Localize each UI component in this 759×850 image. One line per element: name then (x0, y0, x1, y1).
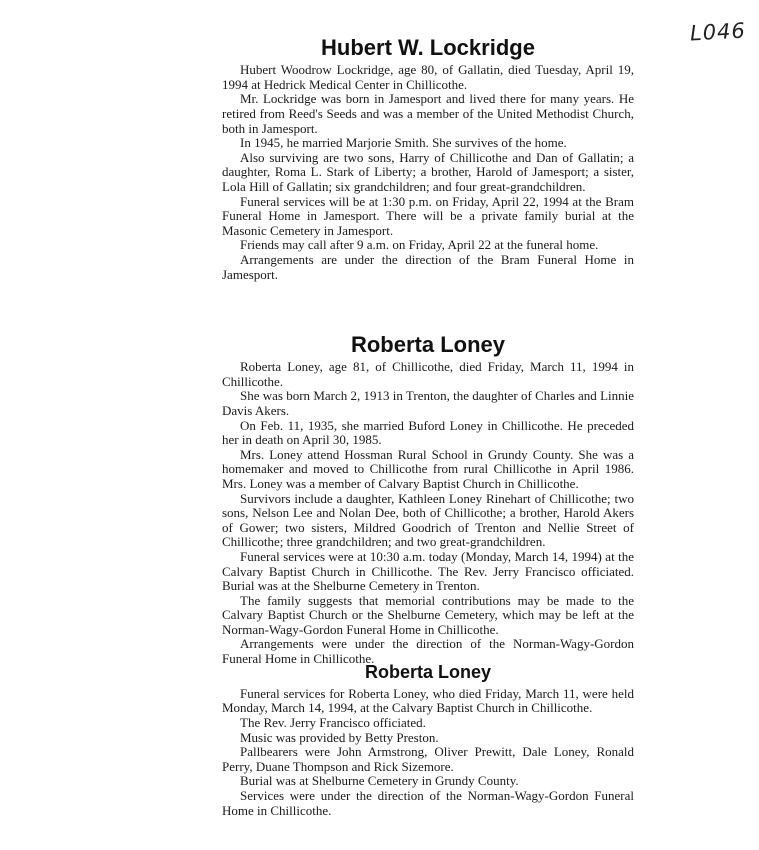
obituary-paragraph: Roberta Loney, age 81, of Chillicothe, died Friday, March 11, 1994 in Chillicothe. (222, 359, 634, 389)
obituary-paragraph: Services were under the direction of the Norman-Wagy-Gordon Funeral Home in Chillicothe. (222, 787, 634, 818)
obituary-paragraph: Funeral services for Roberta Loney, who died Friday, March 11, were held Monday, March 14, 1994, at the Calvary Baptist Church in Chillicothe. (222, 685, 634, 716)
obituary-paragraph: In 1945, he married Marjorie Smith. She survives of the home. (240, 135, 567, 151)
obituary-paragraph: Funeral services will be at 1:30 p.m. on Friday, April 22, 1994 at the Bram Funeral Home in Jamesport. There will be a private family burial at the Masonic Cemetery in Jamesport. (222, 193, 634, 238)
obituary-paragraph: The family suggests that memorial contributions may be made to the Calvary Baptist Church or the Shelburne Cemetery, which may be left at the Norman-Wagy-Gordon Funeral Home in Chillicothe. (222, 592, 634, 637)
obituary-heading: Roberta Loney (350, 332, 506, 357)
obituary-paragraph: She was born March 2, 1913 in Trenton, the daughter of Charles and Linnie Davis Akers. (222, 388, 634, 418)
obituary-paragraph: Friends may call after 9 a.m. on Friday, April 22 at the funeral home. (240, 237, 599, 253)
obituary-paragraph: Mrs. Loney attend Hossman Rural School in Grundy County. She was a homemaker and moved to Chillicothe from rural Chillicothe in April 1986. Mrs. Loney was a member of Calvary Baptist Church in Chillicothe. (222, 446, 634, 491)
obituary-paragraph: Hubert Woodrow Lockridge, age 80, of Gallatin, died Tuesday, April 19, 1994 at Hedrick Medical Center in Chillicothe. (222, 62, 634, 92)
obituary-paragraph: Music was provided by Betty Preston. (240, 729, 439, 745)
obituary-paragraph: Survivors include a daughter, Kathleen Loney Rinehart of Chillicothe; two sons, Nelson Lee and Nolan Dee, both of Chillicothe; a brother, Harold Akers of Gower; two sisters, Mildred Goodrich of Trenton and Nellie Street of Chillicothe; three grandchildren; and two great-grandchildren. (222, 490, 634, 550)
funeral-notice-loney (222, 663, 634, 818)
obituary-paragraph: Pallbearers were John Armstrong, Oliver Prewitt, Dale Loney, Ronald Perry, Duane Thompson and Rick Sizemore. (222, 744, 634, 774)
obituary-paragraph: Arrangements were under the direction of the Norman-Wagy-Gordon Funeral Home in Chillicothe. (222, 636, 634, 667)
obituary-paragraph: Mr. Lockridge was born in Jamesport and lived there for many years. He retired from Reed's Seeds and was a member of the United Methodist Church, both in Jamesport. (222, 91, 634, 136)
obituary-paragraph: On Feb. 11, 1935, she married Buford Loney in Chillicothe. He preceded her in death on April 30, 1985. (222, 417, 634, 448)
obituary-lockridge (222, 36, 634, 282)
obituary-paragraph: The Rev. Jerry Francisco officiated. (240, 714, 426, 730)
obituary-paragraph: Arrangements are under the direction of the Bram Funeral Home in Jamesport. (222, 251, 634, 282)
handwritten-note: L046 (689, 18, 747, 46)
obituary-paragraph: Also surviving are two sons, Harry of Chillicothe and Dan of Gallatin; a daughter, Roma L. Stark of Liberty; a brother, Harold of Jamesport; a sister, Lola Hill of Gallatin; six grandchildren; and four great-grandchildren. (222, 149, 634, 194)
obituary-loney (222, 333, 634, 667)
obituary-heading: Roberta Loney (364, 662, 492, 682)
obituary-paragraph: Funeral services were at 10:30 a.m. today (Monday, March 14, 1994) at the Calvary Baptist Church in Chillicothe. The Rev. Jerry Francisco officiated. Burial was at the Shelburne Cemetery in Trenton. (222, 548, 634, 594)
obituary-heading: Hubert W. Lockridge (321, 35, 535, 60)
obituary-paragraph: Burial was at Shelburne Cemetery in Grundy County. (240, 773, 519, 789)
